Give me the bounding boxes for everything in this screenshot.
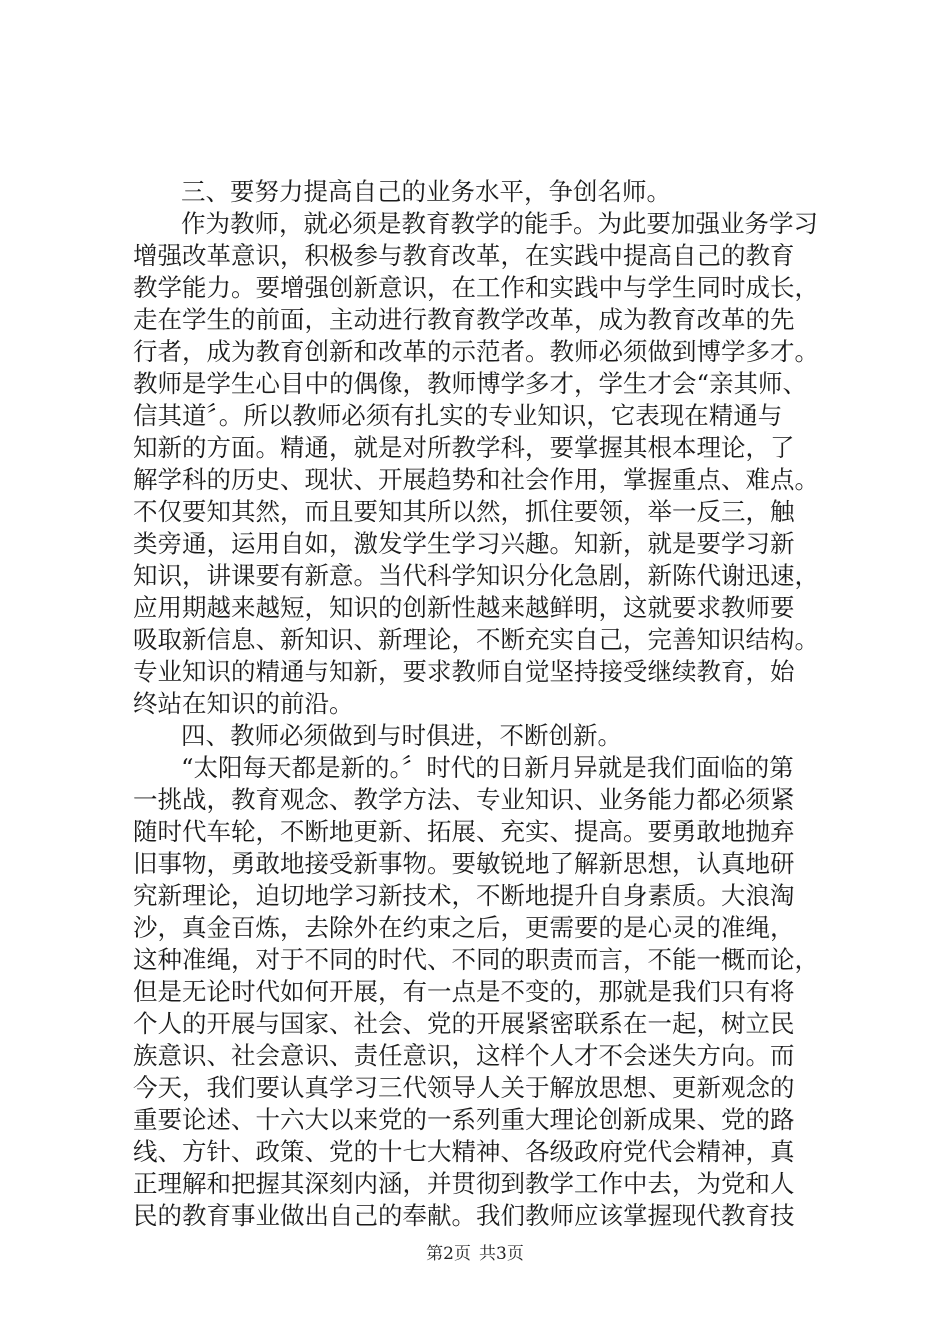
paragraph-line: 行者，成为教育创新和改革的示范者。教师必须做到博学多才。 (133, 337, 819, 366)
paragraph-line: 个人的开展与国家、社会、党的开展紧密联系在一起，树立民 (133, 1009, 795, 1038)
paragraph-line: 类旁通，运用自如，激发学生学习兴趣。知新，就是要学习新 (133, 529, 795, 558)
paragraph-line: 重要论述、十六大以来党的一系列重大理论创新成果、党的路 (133, 1105, 795, 1134)
paragraph-line: 究新理论，迫切地学习新技术，不断地提升自身素质。大浪淘 (133, 881, 795, 910)
section-heading-4: 四、教师必须做到与时俱进，不断创新。 (181, 721, 622, 750)
paragraph-line: 解学科的历史、现状、开展趋势和社会作用，掌握重点、难点。 (133, 465, 819, 494)
paragraph-line: 沙，真金百炼，去除外在约束之后，更需要的是心灵的准绳， (133, 913, 795, 942)
paragraph-line: 专业知识的精通与知新，要求教师自觉坚持接受继续教育，始 (133, 657, 795, 686)
paragraph-line: 吸取新信息、新知识、新理论，不断充实自己，完善知识结构。 (133, 625, 819, 654)
paragraph-line: 这种准绳，对于不同的时代、不同的职责而言，不能一概而论， (133, 945, 819, 974)
paragraph-line: 旧事物，勇敢地接受新事物。要敏锐地了解新思想，认真地研 (133, 849, 795, 878)
paragraph-line: 但是无论时代如何开展，有一点是不变的，那就是我们只有将 (133, 977, 795, 1006)
paragraph-line: 终站在知识的前沿。 (133, 689, 354, 718)
paragraph-line: 增强改革意识，积极参与教育改革，在实践中提高自己的教育 (133, 241, 795, 270)
paragraph-line: 信其道〞。所以教师必须有扎实的专业知识，它表现在精通与 (133, 401, 783, 430)
paragraph-line: 知识，讲课要有新意。当代科学知识分化急剧，新陈代谢迅速， (133, 561, 819, 590)
page-number: 第2页 (426, 1244, 471, 1264)
paragraph-line: 应用期越来越短，知识的创新性越来越鲜明，这就要求教师要 (133, 593, 795, 622)
paragraph-line: 正理解和把握其深刻内涵，并贯彻到教学工作中去，为党和人 (133, 1169, 795, 1198)
paragraph-line: 教师是学生心目中的偶像，教师博学多才，学生才会“亲其师、 (133, 369, 808, 398)
paragraph-line: 民的教育事业做出自己的奉献。我们教师应该掌握现代教育技 (133, 1201, 795, 1230)
paragraph-line: 随时代车轮，不断地更新、拓展、充实、提高。要勇敢地抛弃 (133, 817, 795, 846)
paragraph-line: 不仅要知其然，而且要知其所以然，抓住要领，举一反三，触 (133, 497, 795, 526)
paragraph-line: “太阳每天都是新的。〞时代的日新月异就是我们面临的第 (181, 753, 794, 782)
paragraph-line: 今天，我们要认真学习三代领导人关于解放思想、更新观念的 (133, 1073, 795, 1102)
page-footer (0, 1243, 950, 1265)
paragraph-line: 一挑战，教育观念、教学方法、专业知识、业务能力都必须紧 (133, 785, 795, 814)
paragraph-line: 知新的方面。精通，就是对所教学科，要掌握其根本理论，了 (133, 433, 795, 462)
page-total: 共3页 (479, 1244, 524, 1264)
paragraph-line: 走在学生的前面，主动进行教育教学改革，成为教育改革的先 (133, 305, 795, 334)
paragraph-line: 族意识、社会意识、责任意识，这样个人才不会迷失方向。而 (133, 1041, 795, 1070)
paragraph-line: 教学能力。要增强创新意识，在工作和实践中与学生同时成长， (133, 273, 819, 302)
section-heading-3: 三、要努力提高自己的业务水平，争创名师。 (181, 177, 671, 206)
paragraph-line: 作为教师，就必须是教育教学的能手。为此要加强业务学习 (181, 209, 818, 238)
paragraph-line: 线、方针、政策、党的十七大精神、各级政府党代会精神，真 (133, 1137, 795, 1166)
